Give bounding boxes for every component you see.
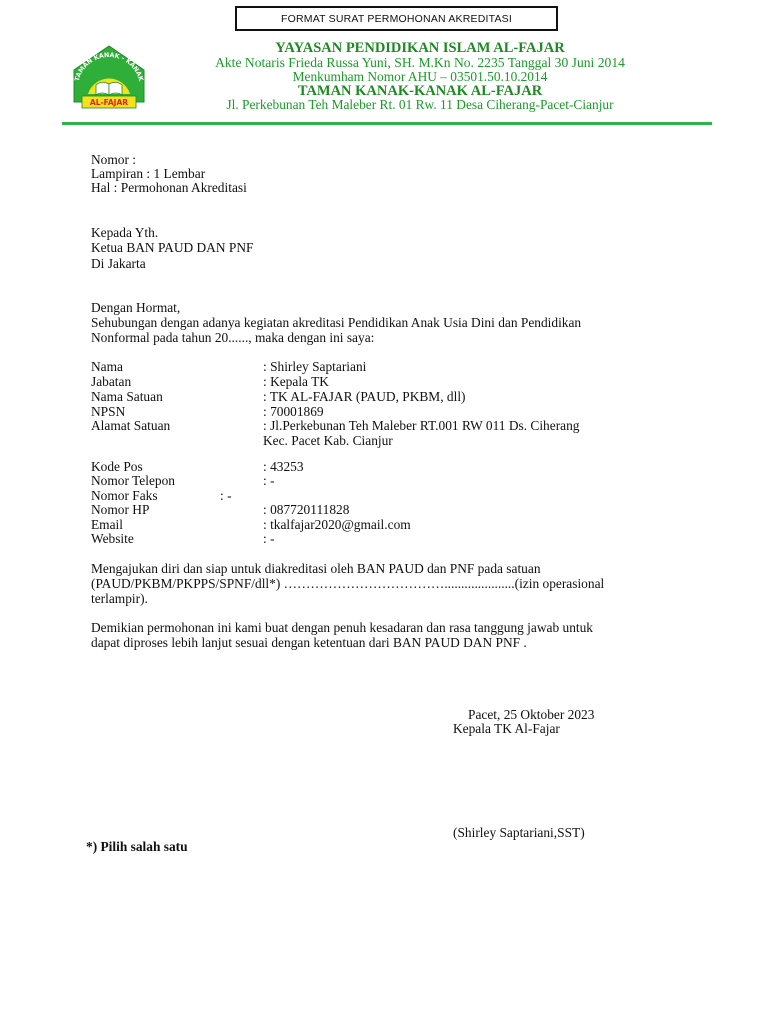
letterhead-address: Jl. Perkebunan Teh Maleber Rt. 01 Rw. 11 Desa Ciherang-Pacet-Cianjur <box>226 97 614 112</box>
field-faks-label: Nomor Faks <box>91 488 158 503</box>
letterhead-ministry: Menkumham Nomor AHU – 03501.50.10.2014 <box>292 69 548 84</box>
closing-line-1: Demikian permohonan ini kami buat dengan penuh kesadaran dan rasa tanggung jawab untuk <box>91 620 593 635</box>
recipient-kepada: Kepada Yth. <box>91 225 159 240</box>
meta-nomor: Nomor : <box>91 152 137 167</box>
meta-lampiran: Lampiran : 1 Lembar <box>91 166 206 181</box>
signature-name: (Shirley Saptariani,SST) <box>453 825 585 840</box>
field-nama-satuan-value: : TK AL-FAJAR (PAUD, PKBM, dll) <box>263 389 466 404</box>
field-alamat-value: : Jl.Perkebunan Teh Maleber RT.001 RW 011 Ds. Ciherang <box>263 418 580 433</box>
closing-line-2: dapat diproses lebih lanjut sesuai dengan ketentuan dari BAN PAUD DAN PNF . <box>91 635 527 650</box>
field-hp-value: : 087720111828 <box>263 502 350 517</box>
opening-salutation: Dengan Hormat, <box>91 300 181 315</box>
logo-arc-text: TAMAN KANAK - KANAK <box>73 51 145 83</box>
request-line-1: Mengajukan diri dan siap untuk diakreditasi oleh BAN PAUD dan PNF pada satuan <box>91 561 541 576</box>
opening-line-1: Sehubungan dengan adanya kegiatan akreditasi Pendidikan Anak Usia Dini dan Pendidikan <box>91 315 582 330</box>
field-alamat-label: Alamat Satuan <box>91 418 171 433</box>
recipient-ketua: Ketua BAN PAUD DAN PNF <box>91 240 254 255</box>
signature-position: Kepala TK Al-Fajar <box>453 721 560 736</box>
field-nama-satuan-label: Nama Satuan <box>91 389 163 404</box>
request-line-3: terlampir). <box>91 591 148 606</box>
letterhead-divider <box>62 122 712 125</box>
field-kode-pos-label: Kode Pos <box>91 459 143 474</box>
field-telepon-value: : - <box>263 473 275 488</box>
field-faks-value: : - <box>220 488 232 503</box>
book-icon <box>96 82 122 95</box>
footnote: *) Pilih salah satu <box>86 839 188 854</box>
field-alamat-value-line-2: Kec. Pacet Kab. Cianjur <box>263 433 393 448</box>
field-telepon-label: Nomor Telepon <box>91 473 175 488</box>
opening-line-2: Nonformal pada tahun 20......, maka dengan ini saya: <box>91 330 375 345</box>
letterhead-notary: Akte Notaris Frieda Russa Yuni, SH. M.Kn No. 2235 Tanggal 30 Juni 2014 <box>215 55 625 70</box>
field-email-value: : tkalfajar2020@gmail.com <box>263 517 411 532</box>
document-title-box <box>235 6 558 31</box>
field-npsn-label: NPSN <box>91 404 126 419</box>
field-nama-label: Nama <box>91 359 123 374</box>
field-nama-value: : Shirley Saptariani <box>263 359 367 374</box>
field-npsn-value: : 70001869 <box>263 404 324 419</box>
request-line-2: (PAUD/PKBM/PKPPS/SPNF/dll*) ……………………………….....................(izin operasional <box>91 576 605 591</box>
signature-space <box>400 760 660 810</box>
field-jabatan-label: Jabatan <box>91 374 132 389</box>
letterhead-school: TAMAN KANAK-KANAK AL-FAJAR <box>297 83 543 99</box>
letterhead-foundation: YAYASAN PENDIDIKAN ISLAM AL-FAJAR <box>275 40 565 56</box>
field-website-value: : - <box>263 531 275 546</box>
signature-place-date: Pacet, 25 Oktober 2023 <box>468 707 595 722</box>
field-website-label: Website <box>91 531 134 546</box>
school-logo <box>66 42 152 112</box>
field-kode-pos-value: : 43253 <box>263 459 304 474</box>
field-jabatan-value: : Kepala TK <box>263 374 329 389</box>
recipient-lokasi: Di Jakarta <box>91 256 146 271</box>
meta-hal: Hal : Permohonan Akreditasi <box>91 180 247 195</box>
logo-banner-text: AL-FAJAR <box>89 98 129 107</box>
field-hp-label: Nomor HP <box>91 502 150 517</box>
field-email-label: Email <box>91 517 123 532</box>
document-title: FORMAT SURAT PERMOHONAN AKREDITASI <box>280 12 513 25</box>
